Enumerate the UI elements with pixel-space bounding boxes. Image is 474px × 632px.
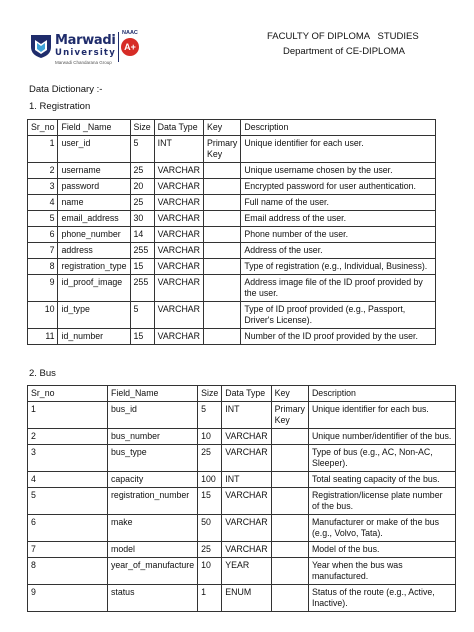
sr-no-cell: 6 <box>28 227 58 243</box>
column-header: Size <box>130 120 154 136</box>
table-row <box>28 259 436 275</box>
sr-no-cell: 7 <box>28 243 58 259</box>
table-row <box>28 243 436 259</box>
table-row <box>28 472 456 488</box>
sr-no-cell: 8 <box>28 259 58 275</box>
sr-no-cell: 5 <box>28 211 58 227</box>
university-logo <box>30 30 142 70</box>
brand-subtitle: University <box>55 48 116 58</box>
size-cell: 5 <box>198 402 222 429</box>
description-cell: Address of the user. <box>241 243 436 259</box>
data-type-cell: VARCHAR <box>154 243 203 259</box>
sr-no-cell: 3 <box>28 445 108 472</box>
data-type-cell: VARCHAR <box>222 515 271 542</box>
sr-no-cell: 10 <box>28 302 58 329</box>
department-title: Department of CE-DIPLOMA <box>283 46 405 57</box>
description-cell: Unique username chosen by the user. <box>241 163 436 179</box>
sr-no-cell: 6 <box>28 515 108 542</box>
table-header-row <box>28 120 436 136</box>
description-cell: Year when the bus was manufactured. <box>308 558 455 585</box>
description-cell: Full name of the user. <box>241 195 436 211</box>
key-cell <box>204 259 241 275</box>
size-cell: 15 <box>130 259 154 275</box>
key-cell <box>204 275 241 302</box>
size-cell: 25 <box>198 542 222 558</box>
data-type-cell: VARCHAR <box>154 259 203 275</box>
shield-icon <box>30 33 52 59</box>
size-cell: 5 <box>130 136 154 163</box>
key-cell <box>271 488 308 515</box>
field-name-cell: status <box>108 585 198 612</box>
sr-no-cell: 2 <box>28 429 108 445</box>
column-header: Size <box>198 386 222 402</box>
field-name-cell: password <box>58 179 130 195</box>
table-row <box>28 329 436 345</box>
sr-no-cell: 4 <box>28 195 58 211</box>
description-cell: Type of bus (e.g., AC, Non-AC, Sleeper). <box>308 445 455 472</box>
sr-no-cell: 7 <box>28 542 108 558</box>
size-cell: 10 <box>198 429 222 445</box>
table-row <box>28 211 436 227</box>
sr-no-cell: 4 <box>28 472 108 488</box>
size-cell: 25 <box>198 445 222 472</box>
data-type-cell: VARCHAR <box>222 542 271 558</box>
description-cell: Unique number/identifier of the bus. <box>308 429 455 445</box>
sr-no-cell: 9 <box>28 585 108 612</box>
description-cell: Manufacturer or make of the bus (e.g., Volvo, Tata). <box>308 515 455 542</box>
size-cell: 25 <box>130 163 154 179</box>
key-cell <box>271 558 308 585</box>
key-cell <box>204 227 241 243</box>
registration-heading: 1. Registration <box>29 101 91 112</box>
grade-badge: A+ <box>121 38 139 56</box>
key-cell <box>204 302 241 329</box>
logo-divider <box>118 32 119 62</box>
key-cell <box>204 195 241 211</box>
field-name-cell: bus_type <box>108 445 198 472</box>
size-cell: 14 <box>130 227 154 243</box>
data-type-cell: ENUM <box>222 585 271 612</box>
table-row <box>28 227 436 243</box>
size-cell: 255 <box>130 243 154 259</box>
data-type-cell: VARCHAR <box>154 227 203 243</box>
description-cell: Status of the route (e.g., Active, Inactive). <box>308 585 455 612</box>
column-header: Key <box>204 120 241 136</box>
key-cell <box>271 429 308 445</box>
table-row <box>28 275 436 302</box>
data-type-cell: VARCHAR <box>154 275 203 302</box>
bus-table <box>27 385 456 612</box>
key-cell <box>204 211 241 227</box>
data-type-cell: VARCHAR <box>154 211 203 227</box>
field-name-cell: registration_type <box>58 259 130 275</box>
field-name-cell: year_of_manufacture <box>108 558 198 585</box>
sr-no-cell: 8 <box>28 558 108 585</box>
description-cell: Number of the ID proof provided by the user. <box>241 329 436 345</box>
size-cell: 30 <box>130 211 154 227</box>
field-name-cell: username <box>58 163 130 179</box>
field-name-cell: user_id <box>58 136 130 163</box>
naac-label: NAAC <box>122 30 138 36</box>
column-header: Field_Name <box>108 386 198 402</box>
sr-no-cell: 2 <box>28 163 58 179</box>
description-cell: Unique identifier for each user. <box>241 136 436 163</box>
sr-no-cell: 3 <box>28 179 58 195</box>
key-cell <box>271 472 308 488</box>
key-cell <box>271 445 308 472</box>
column-header: Data Type <box>222 386 271 402</box>
doc-title: Data Dictionary :- <box>29 84 103 95</box>
field-name-cell: capacity <box>108 472 198 488</box>
table-row <box>28 558 456 585</box>
field-name-cell: id_number <box>58 329 130 345</box>
field-name-cell: model <box>108 542 198 558</box>
size-cell: 100 <box>198 472 222 488</box>
key-cell <box>271 515 308 542</box>
description-cell: Type of ID proof provided (e.g., Passport, Driver's License). <box>241 302 436 329</box>
data-type-cell: INT <box>222 472 271 488</box>
data-type-cell: INT <box>222 402 271 429</box>
column-header: Data Type <box>154 120 203 136</box>
size-cell: 5 <box>130 302 154 329</box>
brand-name: Marwadi <box>55 33 116 48</box>
description-cell: Unique identifier for each bus. <box>308 402 455 429</box>
data-type-cell: VARCHAR <box>222 488 271 515</box>
table-row <box>28 542 456 558</box>
table-row <box>28 445 456 472</box>
key-cell <box>204 163 241 179</box>
size-cell: 15 <box>198 488 222 515</box>
sr-no-cell: 11 <box>28 329 58 345</box>
data-type-cell: VARCHAR <box>154 329 203 345</box>
column-header: Description <box>308 386 455 402</box>
data-type-cell: VARCHAR <box>154 179 203 195</box>
size-cell: 25 <box>130 195 154 211</box>
key-cell <box>204 243 241 259</box>
data-type-cell: VARCHAR <box>222 445 271 472</box>
data-type-cell: VARCHAR <box>154 302 203 329</box>
field-name-cell: name <box>58 195 130 211</box>
column-header: Sr_no <box>28 120 58 136</box>
table-row <box>28 585 456 612</box>
data-type-cell: VARCHAR <box>222 429 271 445</box>
sr-no-cell: 1 <box>28 402 108 429</box>
table-row <box>28 515 456 542</box>
sr-no-cell: 5 <box>28 488 108 515</box>
brand-group: Marwadi Chandarana Group <box>55 60 112 65</box>
column-header: Field _Name <box>58 120 130 136</box>
bus-heading: 2. Bus <box>29 368 56 379</box>
size-cell: 50 <box>198 515 222 542</box>
sr-no-cell: 1 <box>28 136 58 163</box>
field-name-cell: make <box>108 515 198 542</box>
description-cell: Type of registration (e.g., Individual, Business). <box>241 259 436 275</box>
sr-no-cell: 9 <box>28 275 58 302</box>
key-cell: Primary Key <box>204 136 241 163</box>
field-name-cell: bus_number <box>108 429 198 445</box>
table-row <box>28 179 436 195</box>
table-row <box>28 488 456 515</box>
column-header: Sr_no <box>28 386 108 402</box>
data-type-cell: VARCHAR <box>154 163 203 179</box>
table-row <box>28 402 456 429</box>
data-type-cell: YEAR <box>222 558 271 585</box>
size-cell: 15 <box>130 329 154 345</box>
key-cell <box>271 585 308 612</box>
size-cell: 10 <box>198 558 222 585</box>
data-type-cell: VARCHAR <box>154 195 203 211</box>
field-name-cell: phone_number <box>58 227 130 243</box>
key-cell <box>204 329 241 345</box>
column-header: Description <box>241 120 436 136</box>
description-cell: Phone number of the user. <box>241 227 436 243</box>
table-row <box>28 163 436 179</box>
field-name-cell: registration_number <box>108 488 198 515</box>
table-row <box>28 302 436 329</box>
key-cell: Primary Key <box>271 402 308 429</box>
key-cell <box>271 542 308 558</box>
column-header: Key <box>271 386 308 402</box>
description-cell: Model of the bus. <box>308 542 455 558</box>
description-cell: Total seating capacity of the bus. <box>308 472 455 488</box>
description-cell: Email address of the user. <box>241 211 436 227</box>
size-cell: 255 <box>130 275 154 302</box>
description-cell: Address image file of the ID proof provided by the user. <box>241 275 436 302</box>
table-row <box>28 136 436 163</box>
registration-table <box>27 119 436 345</box>
key-cell <box>204 179 241 195</box>
field-name-cell: id_proof_image <box>58 275 130 302</box>
size-cell: 1 <box>198 585 222 612</box>
description-cell: Registration/license plate number of the bus. <box>308 488 455 515</box>
field-name-cell: email_address <box>58 211 130 227</box>
table-header-row <box>28 386 456 402</box>
faculty-title: FACULTY OF DIPLOMA STUDIES <box>267 31 419 42</box>
description-cell: Encrypted password for user authentication. <box>241 179 436 195</box>
field-name-cell: bus_id <box>108 402 198 429</box>
field-name-cell: address <box>58 243 130 259</box>
table-row <box>28 429 456 445</box>
data-type-cell: INT <box>154 136 203 163</box>
table-row <box>28 195 436 211</box>
size-cell: 20 <box>130 179 154 195</box>
field-name-cell: id_type <box>58 302 130 329</box>
